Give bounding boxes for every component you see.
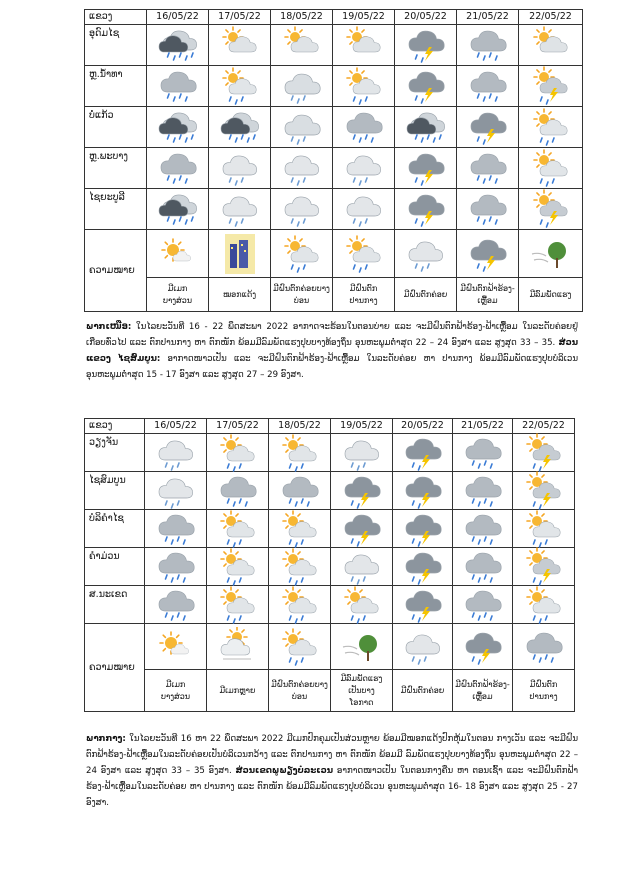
- legend-description: [145, 670, 207, 712]
- province-row: [85, 586, 575, 624]
- legend-description-line: ມີເມກ: [165, 679, 186, 689]
- legend-description: [519, 278, 583, 312]
- province-name: ບໍລິຄຳໄຊ: [85, 510, 145, 548]
- province-column-header: ແຂວງ: [85, 419, 145, 434]
- forecast-cell: [395, 66, 457, 107]
- forecast-text: ໃນໄລຍະວັນທີ 16 - 22 ພຶດສະພາ 2022 ອາກາດຈະຮ້ອນໃນຕອນບ່າຍ ແລະ ຈະມີຝົນຕົກຟ້າຮ້ອງ-ຟ້າເຫຼື້ອມ ໃນລະດັບຄ່ອຍຢູ່ເກືອບທົ່ວໄປ ແລະ ຕົກປານກາງ ຫາ ຕົກໜັກ ພ້ອມມີລົມພັດແຮງປຸບບາງທ້ອງຖິ່ນ ອຸນຫະພູມຕ່ຳສຸດ 22 – 24 ອົງສາ ແລະ ສູງສຸດ 33 – 35.: [86, 322, 578, 348]
- forecast-cell: [271, 25, 333, 66]
- legend-description-line: ມີຝົນຕົກຄ່ອຍບາງ: [273, 283, 330, 293]
- legend-description: [207, 670, 269, 712]
- forecast-cell: [207, 472, 269, 510]
- legend-description-line: ມີລົມພັດແຮງ: [340, 673, 383, 683]
- forecast-cell: [269, 586, 331, 624]
- province-name: ອຸດົມໄຊ: [85, 25, 147, 66]
- forecast-cell: [209, 148, 271, 189]
- legend-description-line: ມີເມກຫຼາຍ: [219, 685, 256, 695]
- forecast-cell: [145, 472, 207, 510]
- forecast-cell: [207, 586, 269, 624]
- legend-label: ຄວາມໝາຍ: [85, 624, 145, 712]
- forecast-cell: [513, 586, 575, 624]
- legend-description: [513, 670, 575, 712]
- forecast-cell: [457, 25, 519, 66]
- legend-description-line: ບ່ອນ: [291, 691, 308, 701]
- forecast-cell: [457, 189, 519, 230]
- legend-description-line: ປານກາງ: [529, 691, 558, 701]
- date-header: 18/05/22: [271, 10, 333, 25]
- legend-icon-row: [85, 230, 583, 278]
- legend-icon-cell: [209, 230, 271, 278]
- province-name: ຄຳມ່ວນ: [85, 548, 145, 586]
- forecast-cell: [271, 66, 333, 107]
- legend-icon-cell: [271, 230, 333, 278]
- forecast-cell: [453, 586, 513, 624]
- forecast-cell: [145, 548, 207, 586]
- forecast-cell: [513, 472, 575, 510]
- forecast-cell: [209, 107, 271, 148]
- province-row: [85, 107, 583, 148]
- forecast-cell: [519, 148, 583, 189]
- legend-description-line: ມີຝົນຕົກ: [349, 283, 378, 293]
- legend-description-line: ບາງສ່ວນ: [160, 691, 191, 701]
- north-forecast-paragraph: [86, 319, 578, 383]
- province-row: [85, 510, 575, 548]
- legend-icon-cell: [513, 624, 575, 670]
- province-column-header: ແຂວງ: [85, 10, 147, 25]
- legend-description-row: [85, 278, 583, 312]
- legend-description-line: ບ່ອນ: [293, 295, 310, 305]
- date-header: 16/05/22: [145, 419, 207, 434]
- province-name: ຫຼ.ພະບາງ: [85, 148, 147, 189]
- forecast-cell: [519, 189, 583, 230]
- forecast-cell: [147, 25, 209, 66]
- forecast-cell: [331, 586, 393, 624]
- forecast-cell: [453, 548, 513, 586]
- forecast-cell: [269, 434, 331, 472]
- forecast-cell: [209, 66, 271, 107]
- date-header: 17/05/22: [207, 419, 269, 434]
- date-header: 17/05/22: [209, 10, 271, 25]
- forecast-cell: [147, 66, 209, 107]
- forecast-cell: [393, 472, 453, 510]
- forecast-cell: [513, 434, 575, 472]
- forecast-cell: [513, 510, 575, 548]
- province-row: [85, 148, 583, 189]
- forecast-cell: [519, 107, 583, 148]
- forecast-cell: [333, 189, 395, 230]
- date-header: 21/05/22: [457, 10, 519, 25]
- forecast-cell: [395, 189, 457, 230]
- forecast-cell: [333, 107, 395, 148]
- forecast-cell: [271, 107, 333, 148]
- province-row: [85, 472, 575, 510]
- forecast-cell: [209, 189, 271, 230]
- legend-description-line: ມີຝົນຕົກຄ່ອຍບາງ: [271, 679, 328, 689]
- forecast-text: ອາກາດໜາວເປັນ ແລະ ຈະມີຝົນຕົກຟ້າຮ້ອງ-ຟ້າເຫຼື້ອມ ໃນລະດັບຄ່ອຍ ຫາ ປານກາງ ພ້ອມມີລົມພັດແຮງປຸບບໍລິເວນ ອຸນຫະພູມຕ່ຳສຸດ 15 - 17 ອົງສາ ແລະ ສູງສຸດ 27 – 29 ອົງສາ.: [86, 354, 578, 380]
- forecast-cell: [457, 66, 519, 107]
- region-heading: ພາກເໜືອ:: [86, 322, 132, 332]
- subregion-heading: ສ່ວນເຂດພູພຽງບໍລະເວນ: [235, 766, 334, 776]
- province-name: ຫຼ.ນ້ຳທາ: [85, 66, 147, 107]
- forecast-cell: [271, 189, 333, 230]
- forecast-cell: [513, 548, 575, 586]
- forecast-cell: [453, 434, 513, 472]
- forecast-cell: [271, 148, 333, 189]
- table-header-row: [85, 10, 583, 25]
- forecast-cell: [393, 510, 453, 548]
- legend-description: [395, 278, 457, 312]
- legend-icon-cell: [207, 624, 269, 670]
- forecast-cell: [269, 548, 331, 586]
- forecast-cell: [207, 510, 269, 548]
- forecast-table-north: [84, 9, 583, 312]
- legend-icon-cell: [333, 230, 395, 278]
- legend-description-line: ມີລົມພັດແຮງ: [529, 289, 572, 299]
- legend-description-line: ມີຝົນຕົກຄ່ອຍ: [403, 289, 448, 299]
- province-name: ສ.ນະເຂດ: [85, 586, 145, 624]
- forecast-cell: [147, 189, 209, 230]
- forecast-cell: [457, 107, 519, 148]
- forecast-cell: [269, 472, 331, 510]
- forecast-cell: [269, 510, 331, 548]
- legend-description: [457, 278, 519, 312]
- date-header: 20/05/22: [395, 10, 457, 25]
- province-name: ໄຊຍະບູລີ: [85, 189, 147, 230]
- legend-icon-cell: [393, 624, 453, 670]
- legend-icon-cell: [453, 624, 513, 670]
- legend-description-line: ເປັນບາງ: [348, 685, 375, 695]
- forecast-cell: [395, 25, 457, 66]
- forecast-cell: [331, 510, 393, 548]
- legend-description-row: [85, 670, 575, 712]
- forecast-cell: [393, 586, 453, 624]
- legend-icon-cell: [147, 230, 209, 278]
- legend-description: [147, 278, 209, 312]
- forecast-cell: [207, 548, 269, 586]
- legend-icon-row: [85, 624, 575, 670]
- forecast-cell: [393, 434, 453, 472]
- date-header: 19/05/22: [333, 10, 395, 25]
- legend-description: [271, 278, 333, 312]
- forecast-cell: [147, 148, 209, 189]
- legend-description-line: ໝອກແດ້ງ: [222, 289, 257, 299]
- date-header: 21/05/22: [453, 419, 513, 434]
- legend-description-line: ເຫຼື້ອມ: [472, 691, 493, 701]
- province-row: [85, 66, 583, 107]
- forecast-cell: [331, 434, 393, 472]
- forecast-cell: [395, 107, 457, 148]
- date-header: 16/05/22: [147, 10, 209, 25]
- date-header: 22/05/22: [519, 10, 583, 25]
- central-forecast-paragraph: [86, 731, 578, 811]
- forecast-cell: [145, 586, 207, 624]
- legend-description-line: ມີຝົນຕົກ: [529, 679, 558, 689]
- legend-description-line: ປານກາງ: [349, 295, 378, 305]
- forecast-cell: [393, 548, 453, 586]
- legend-description: [453, 670, 513, 712]
- forecast-cell: [395, 148, 457, 189]
- legend-icon-cell: [519, 230, 583, 278]
- province-row: [85, 548, 575, 586]
- province-name: ບໍ່ແກ້ວ: [85, 107, 147, 148]
- legend-description-line: ບາງສ່ວນ: [162, 295, 193, 305]
- legend-description-line: ໂອກາດ: [349, 697, 374, 707]
- legend-description-line: ມີຝົນຕົກຟ້າຮ້ອງ-: [460, 283, 515, 293]
- forecast-cell: [207, 434, 269, 472]
- forecast-cell: [209, 25, 271, 66]
- legend-description: [269, 670, 331, 712]
- province-name: ວຽງຈັນ: [85, 434, 145, 472]
- date-header: 20/05/22: [393, 419, 453, 434]
- legend-icon-cell: [395, 230, 457, 278]
- forecast-cell: [331, 472, 393, 510]
- date-header: 22/05/22: [513, 419, 575, 434]
- forecast-cell: [457, 148, 519, 189]
- legend-label: ຄວາມໝາຍ: [85, 230, 147, 312]
- forecast-cell: [519, 66, 583, 107]
- subregion-heading: ສ່ວນ ແຂວງ ໄຊສົມບູນ:: [86, 338, 578, 364]
- legend-description: [331, 670, 393, 712]
- date-header: 19/05/22: [331, 419, 393, 434]
- forecast-table-central: [84, 418, 575, 712]
- forecast-cell: [519, 25, 583, 66]
- forecast-cell: [333, 148, 395, 189]
- province-row: [85, 25, 583, 66]
- date-header: 18/05/22: [269, 419, 331, 434]
- legend-description: [393, 670, 453, 712]
- legend-description: [209, 278, 271, 312]
- forecast-cell: [333, 66, 395, 107]
- province-row: [85, 189, 583, 230]
- province-name: ໄຊສົມບູນ: [85, 472, 145, 510]
- forecast-text: ໃນໄລຍະວັນທີ 16 ຫາ 22 ພຶດສະພາ 2022 ມີເມກປົກຄຸມເປັນສ່ວນຫຼາຍ ພ້ອມມີໝອກແດ້ງປົກຫຸ້ມໃນຕອນ ກາງເວັນ ແລະ ຈະມີຝົນຕົກຟ້າຮ້ອງ-ຟ້າເຫຼື້ອມໃນລະດັບຄ່ອຍເປັນບໍລິເວນກວ້າງ ແລະ ຕົກປານກາງ ຫາ ຕົກໜັກ ພ້ອມມີ ລົມພັດແຮງປຸບບາງທ້ອງຖິ່ນ ອຸນຫະພູມຕ່ຳສຸດ 22 – 24 ອົງສາ ແລະ ສູງສຸດ 33 – 35 ອົງສາ.: [86, 734, 578, 776]
- legend-icon-cell: [145, 624, 207, 670]
- forecast-cell: [453, 510, 513, 548]
- forecast-cell: [145, 434, 207, 472]
- forecast-cell: [453, 472, 513, 510]
- legend-description-line: ມີຝົນຕົກຄ່ອຍ: [400, 685, 445, 695]
- forecast-cell: [145, 510, 207, 548]
- legend-icon-cell: [331, 624, 393, 670]
- legend-icon-cell: [457, 230, 519, 278]
- forecast-cell: [333, 25, 395, 66]
- region-heading: ພາກກາງ:: [86, 734, 126, 744]
- legend-icon-cell: [269, 624, 331, 670]
- forecast-cell: [331, 548, 393, 586]
- table-header-row: [85, 419, 575, 434]
- legend-description-line: ມີເມກ: [167, 283, 188, 293]
- forecast-cell: [147, 107, 209, 148]
- province-row: [85, 434, 575, 472]
- legend-description-line: ມີຝົນຕົກຟ້າຮ້ອງ-: [455, 679, 510, 689]
- forecast-text: ອາກາດໜາວເປັນ ໃນຕອນກາງຄືນ ຫາ ຕອນເຊົ້າ ແລະ ຈະມີຝົນຕົກຟ້າຮ້ອງ-ຟ້າເຫຼື້ອມໃນລະດັບຄ່ອຍ ຫາ ປານກາງ ແລະ ຕົກໜັກ ພ້ອມມີລົມພັດແຮງປຸບບໍລິເວນ ອຸນຫະພູມຕ່ຳສຸດ 16- 18 ອົງສາ ແລະ ສູງສຸດ 25 - 27 ອົງສາ.: [86, 766, 579, 808]
- legend-description: [333, 278, 395, 312]
- legend-description-line: ເຫຼື້ອມ: [477, 295, 498, 305]
